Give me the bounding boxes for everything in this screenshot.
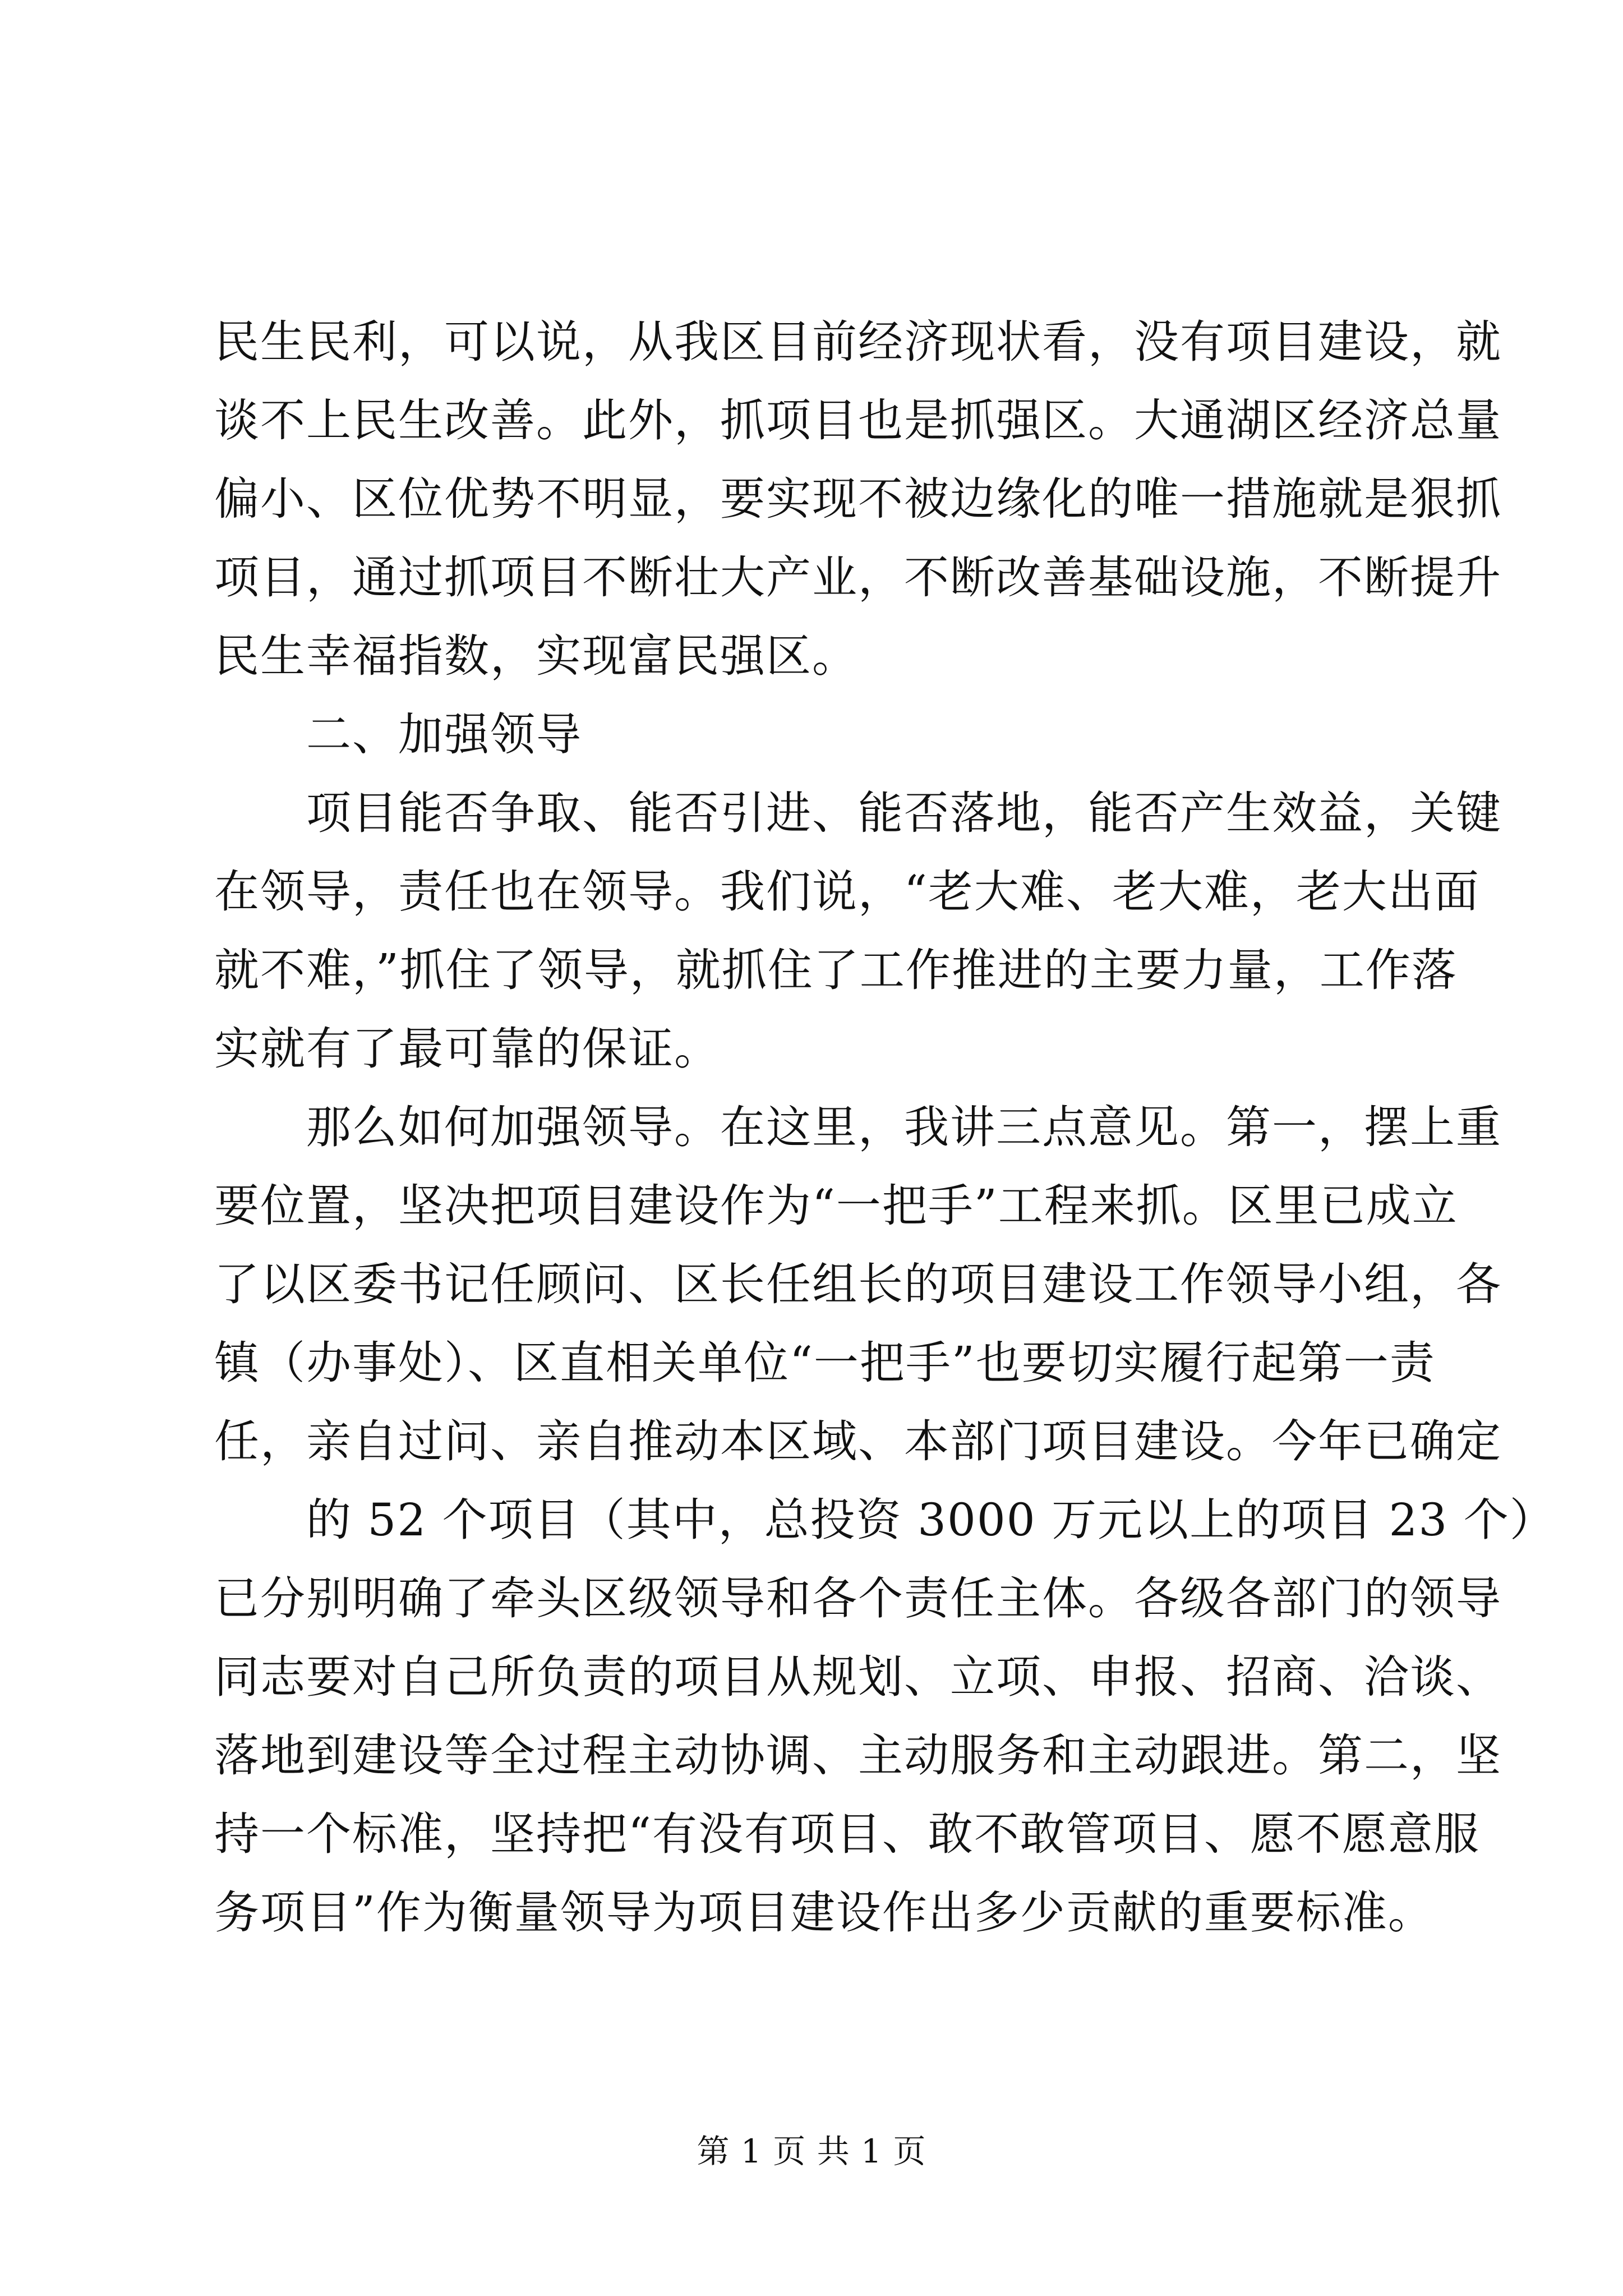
text-line: 那么如何加强领导。在这里，我讲三点意见。第一，摆上重 [306,1101,1502,1153]
text-line: 要位置，坚决把项目建设作为“一把手”工程来抓。区里已成立 [214,1180,1458,1232]
text-line: 了以区委书记任顾问、区长任组长的项目建设工作领导小组，各 [214,1258,1502,1310]
text-line: 在领导，责任也在领导。我们说，“老大难、老大难，老大出面 [214,866,1480,918]
text-line: 民生幸福指数，实现富民强区。 [214,630,858,682]
text-line: 落地到建设等全过程主动协调、主动服务和主动跟进。第二，坚 [214,1729,1502,1782]
text-line: 同志要对自己所负责的项目从规划、立项、申报、招商、洽谈、 [214,1651,1502,1703]
text-line: 的 52 个项目（其中，总投资 3000 万元以上的项目 23 个） [306,1494,1556,1546]
text-line: 谈不上民生改善。此外，抓项目也是抓强区。大通湖区经济总量 [214,394,1502,447]
text-line: 任，亲自过问、亲自推动本区域、本部门项目建设。今年已确定 [214,1415,1502,1467]
text-line: 务项目”作为衡量领导为项目建设作出多少贡献的重要标准。 [214,1887,1434,1939]
text-line: 项目能否争取、能否引进、能否落地，能否产生效益，关键 [306,787,1502,839]
text-line: 实就有了最可靠的保证。 [214,1023,720,1075]
text-line: 镇（办事处）、区直相关单位“一把手”也要切实履行起第一责 [214,1337,1436,1389]
page-footer: 第 1 页 共 1 页 [697,2132,926,2170]
section-heading: 二、加强领导 [306,708,582,761]
text-line: 已分别明确了牵头区级领导和各个责任主体。各级各部门的领导 [214,1572,1502,1625]
text-line: 就不难，”抓住了领导，就抓住了工作推进的主要力量，工作落 [214,944,1458,996]
text-line: 民生民利，可以说，从我区目前经济现状看，没有项目建设，就 [214,316,1502,368]
text-line: 项目，通过抓项目不断壮大产业，不断改善基础设施，不断提升 [214,551,1502,604]
document-body [214,303,1556,1952]
text-line: 偏小、区位优势不明显，要实现不被边缘化的唯一措施就是狠抓 [214,473,1502,525]
text-line: 持一个标准，坚持把“有没有项目、敢不敢管项目、愿不愿意服 [214,1808,1480,1860]
